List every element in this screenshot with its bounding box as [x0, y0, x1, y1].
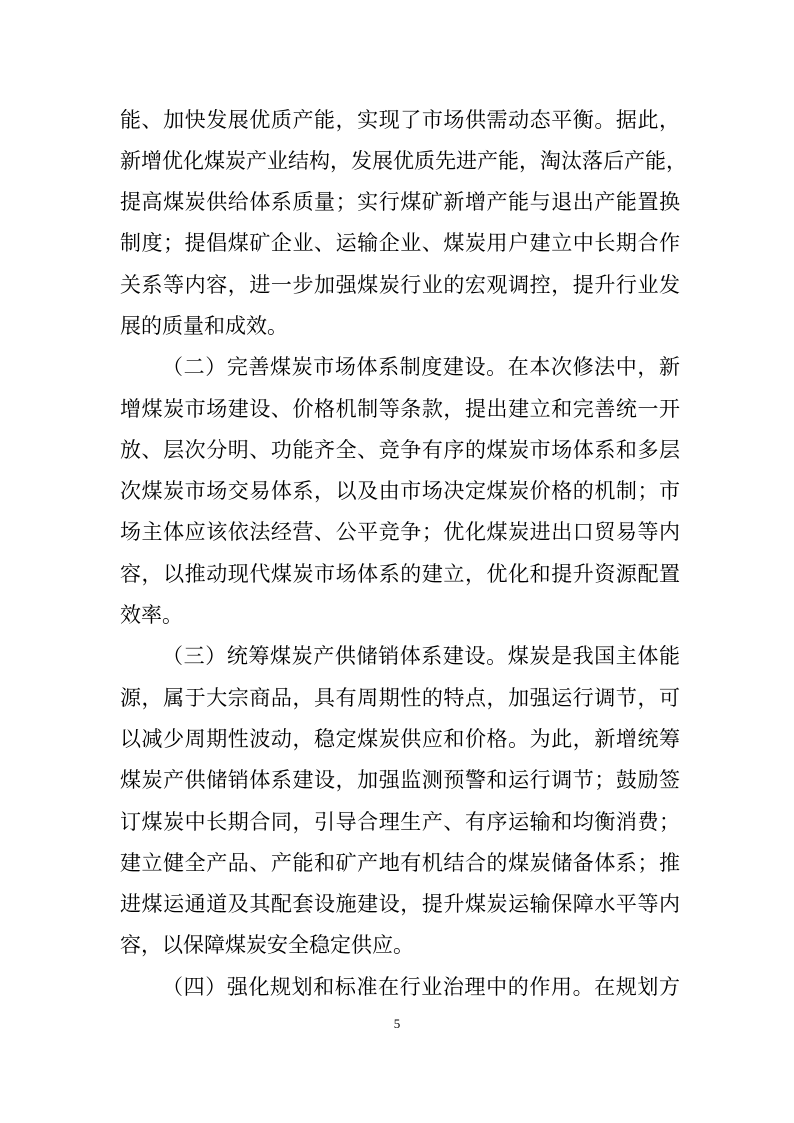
section-heading-line: （四）强化规划和标准在行业治理中的作用。在规划方 — [162, 975, 680, 999]
body-text-line: 增煤炭市场建设、价格机制等条款，提出建立和完善统一开 — [120, 397, 680, 421]
body-text-line: 放、层次分明、功能齐全、竞争有序的煤炭市场体系和多层 — [120, 438, 680, 462]
body-text-line: 进煤运通道及其配套设施建设，提升煤炭运输保障水平等内 — [120, 892, 680, 916]
body-text-line: 容，以推动现代煤炭市场体系的建立，优化和提升资源配置 — [120, 562, 680, 586]
body-text-line: 建立健全产品、产能和矿产地有机结合的煤炭储备体系；推 — [120, 851, 680, 875]
page-number: 5 — [393, 1016, 401, 1031]
body-text-line: 容，以保障煤炭安全稳定供应。 — [120, 933, 414, 957]
body-text-line: 新增优化煤炭产业结构，发展优质先进产能，淘汰落后产能， — [120, 149, 687, 173]
body-text-line: 效率。 — [120, 603, 183, 627]
body-text-line: 次煤炭市场交易体系，以及由市场决定煤炭价格的机制；市 — [120, 479, 680, 503]
body-text-line: 煤炭产供储销体系建设，加强监测预警和运行调节；鼓励签 — [120, 768, 680, 792]
body-text-line: 以减少周期性波动，稳定煤炭供应和价格。为此，新增统筹 — [120, 727, 680, 751]
body-text-line: 源，属于大宗商品，具有周期性的特点，加强运行调节，可 — [120, 686, 680, 710]
body-text-line: 制度；提倡煤矿企业、运输企业、煤炭用户建立中长期合作 — [120, 231, 680, 255]
body-text-line: 展的质量和成效。 — [120, 314, 288, 338]
body-text-line: 能、加快发展优质产能，实现了市场供需动态平衡。据此， — [120, 108, 680, 132]
body-text-line: 订煤炭中长期合同，引导合理生产、有序运输和均衡消费； — [120, 810, 680, 834]
section-heading-line: （三）统筹煤炭产供储销体系建设。煤炭是我国主体能 — [162, 644, 680, 668]
section-heading-line: （二）完善煤炭市场体系制度建设。在本次修法中，新 — [162, 355, 680, 379]
body-text-line: 提高煤炭供给体系质量；实行煤矿新增产能与退出产能置换 — [120, 190, 680, 214]
body-text-line: 场主体应该依法经营、公平竞争；优化煤炭进出口贸易等内 — [120, 520, 680, 544]
body-text-line: 关系等内容，进一步加强煤炭行业的宏观调控，提升行业发 — [120, 273, 680, 297]
